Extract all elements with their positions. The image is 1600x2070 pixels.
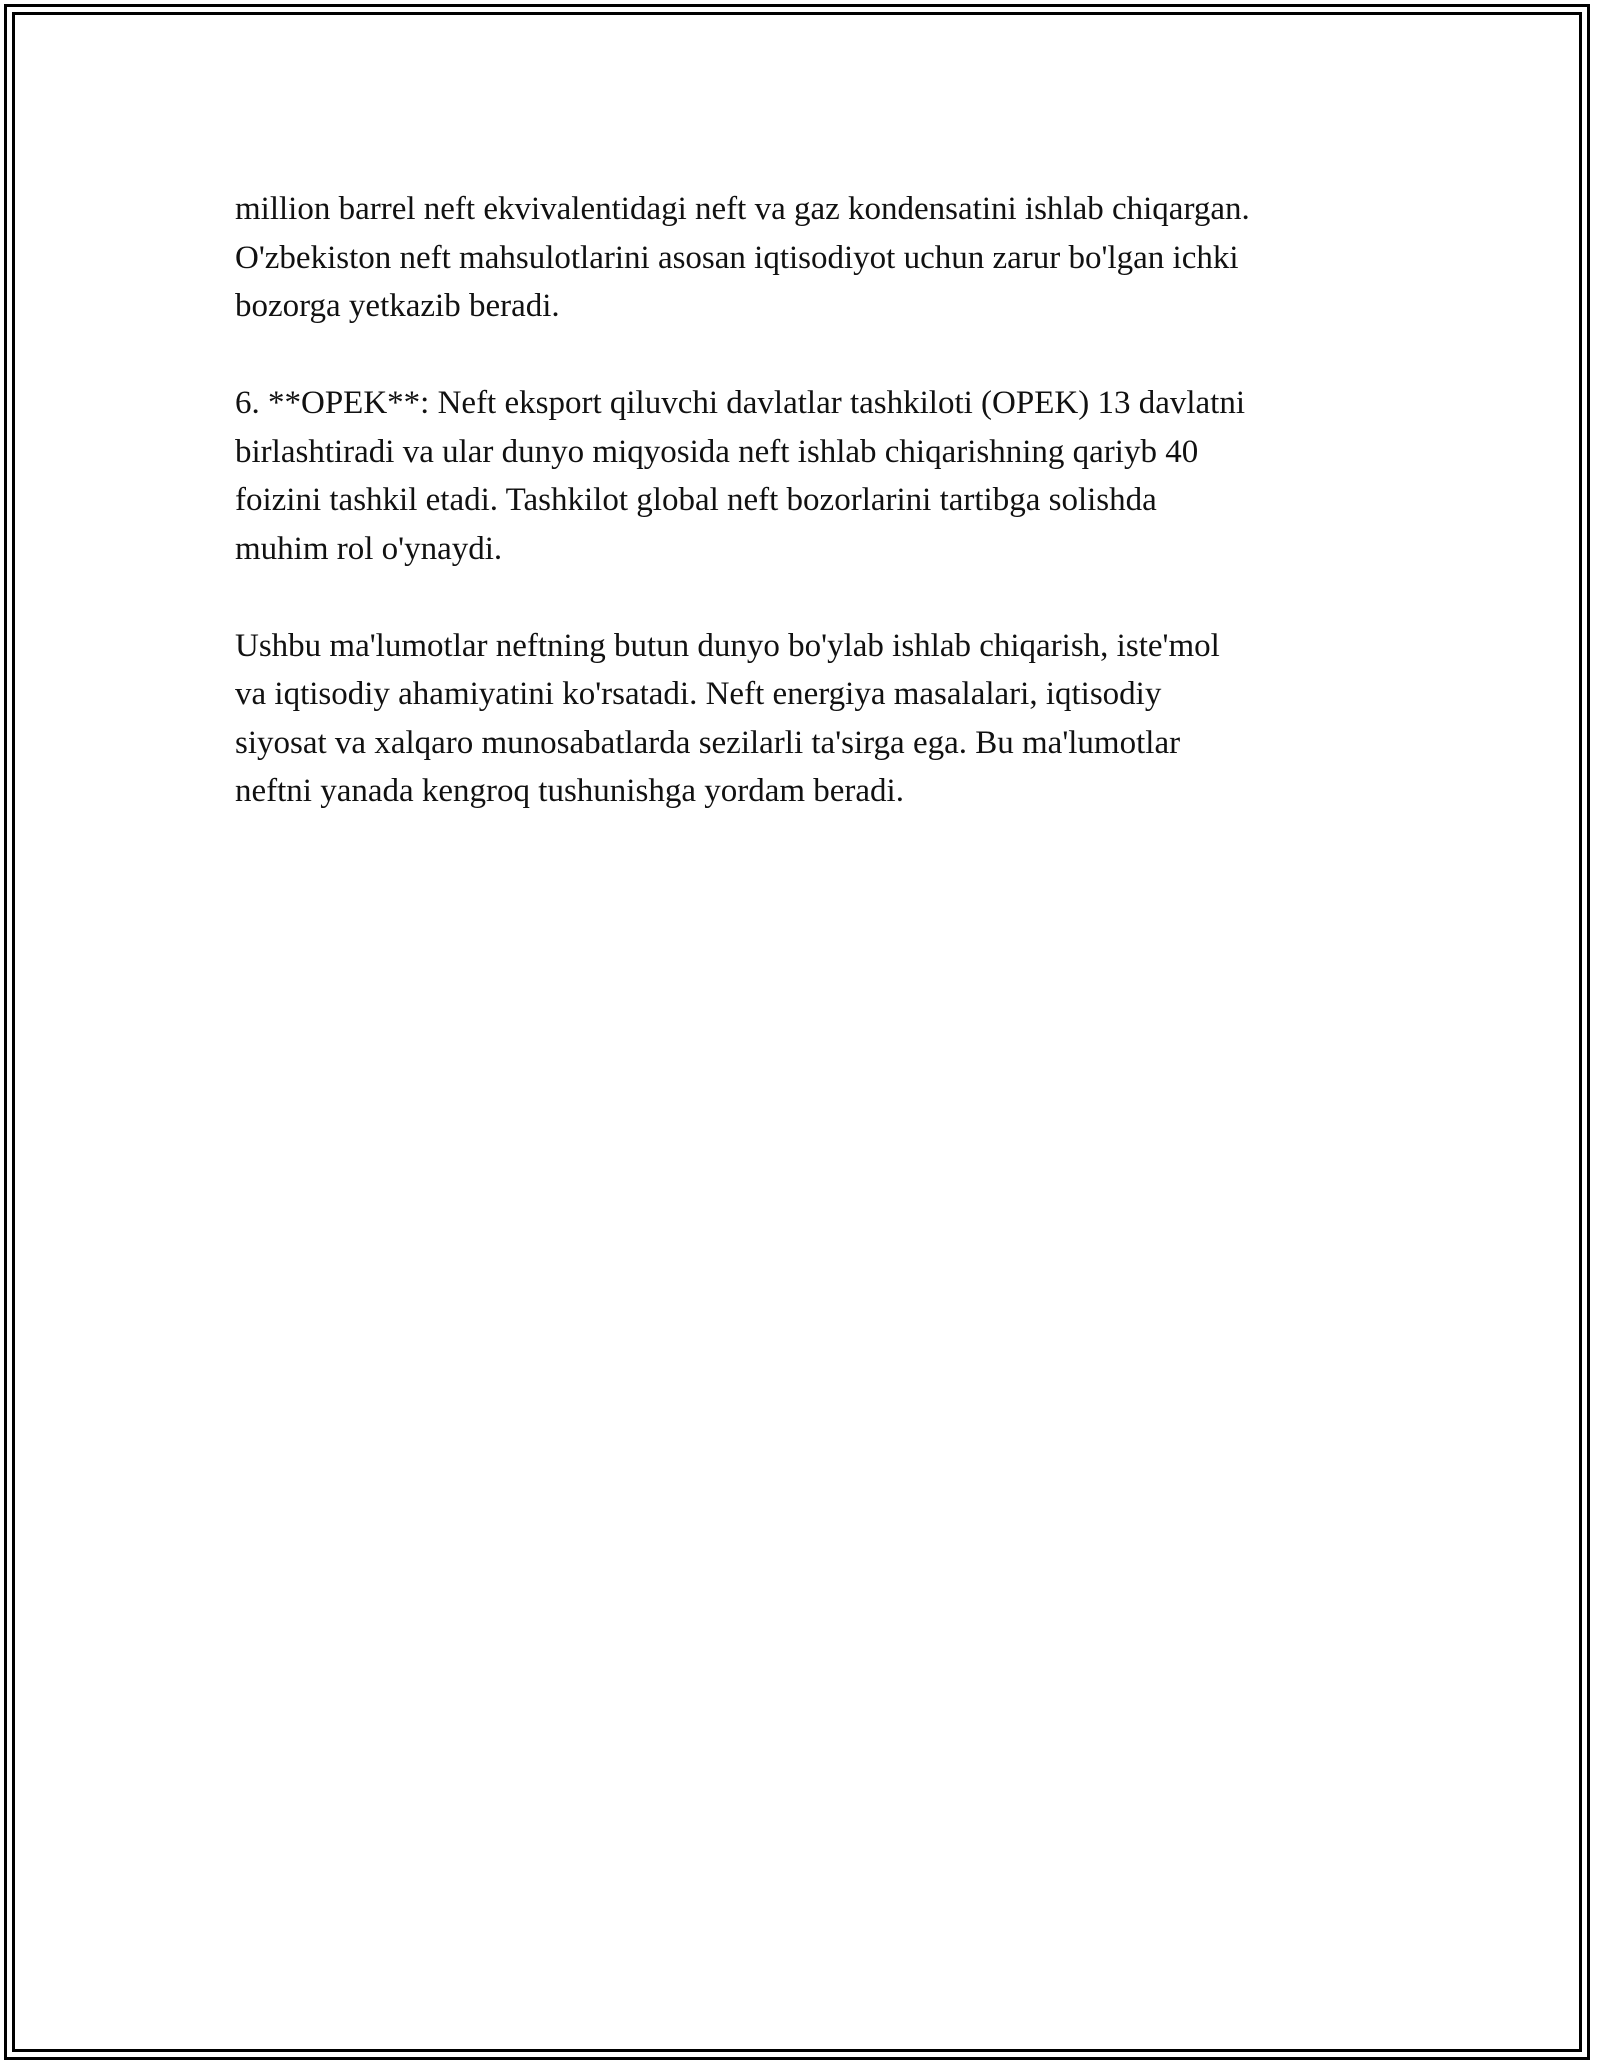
text-line: Ushbu ma'lumotlar neftning butun dunyo bo'ylab ishlab chiqarish, iste'mol xyxy=(235,627,1220,664)
paragraph-opek xyxy=(235,379,1385,573)
paragraph-conclusion xyxy=(235,622,1385,816)
text-line: neftni yanada kengroq tushunishga yordam beradi. xyxy=(235,773,904,809)
text-line: va iqtisodiy ahamiyatini ko'rsatadi. Neft energiya masalalari, iqtisodiy xyxy=(235,676,1162,712)
text-line: O'zbekiston neft mahsulotlarini asosan iqtisodiyot uchun zarur bo'lgan ichki xyxy=(235,239,1239,276)
text-line: muhim rol o'ynaydi. xyxy=(235,530,503,567)
text-line: 6. **OPEK**: Neft eksport qiluvchi davlatlar tashkiloti (OPEK) 13 davlatni xyxy=(235,385,1245,421)
paragraph-production-continuation xyxy=(235,185,1385,331)
text-line: siyosat va xalqaro munosabatlarda sezilarli ta'sirga ega. Bu ma'lumotlar xyxy=(235,724,1181,761)
text-line: foizini tashkil etadi. Tashkilot global neft bozorlarini tartibga solishda xyxy=(235,482,1157,518)
text-line: bozorga yetkazib beradi. xyxy=(235,288,560,324)
document-body xyxy=(235,185,1385,864)
text-line: million barrel neft ekvivalentidagi neft va gaz kondensatini ishlab chiqargan. xyxy=(235,191,1250,227)
text-line: birlashtiradi va ular dunyo miqyosida neft ishlab chiqarishning qariyb 40 xyxy=(235,433,1199,470)
